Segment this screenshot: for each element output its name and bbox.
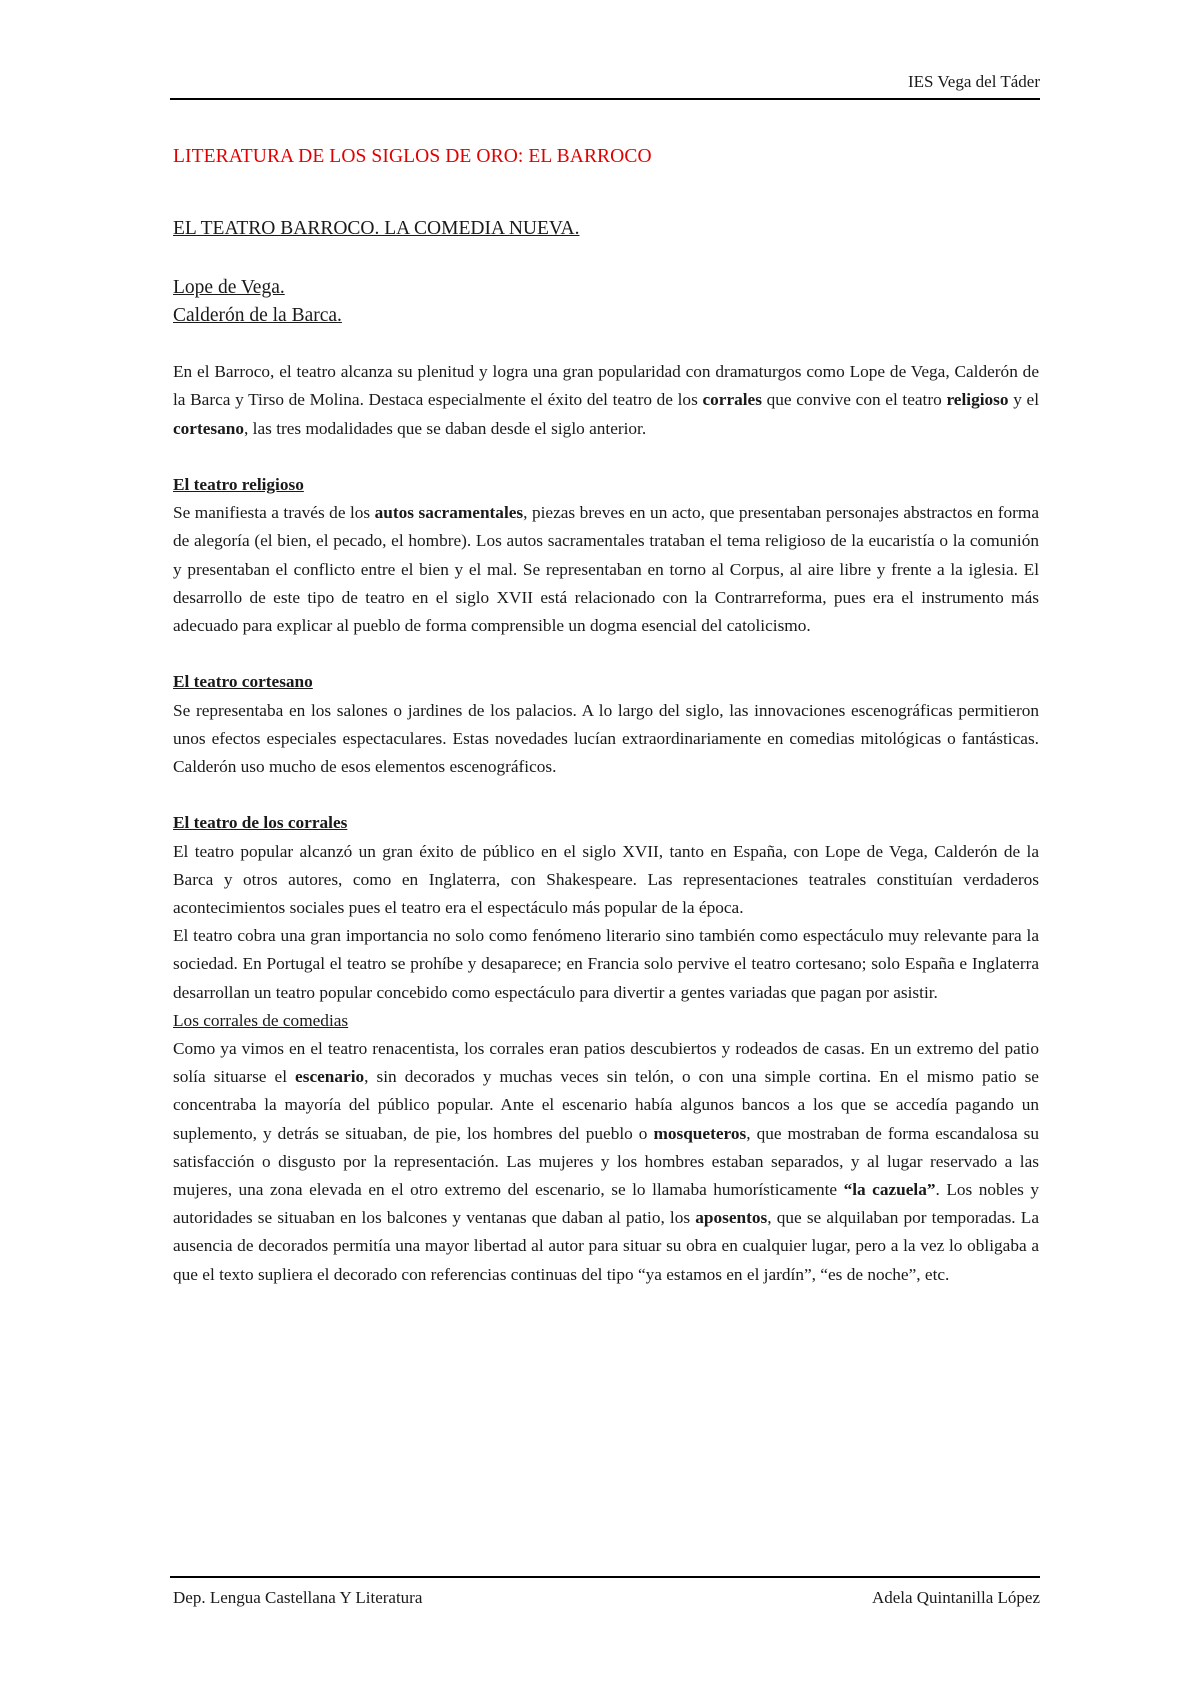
page-footer xyxy=(170,1576,1040,1618)
heading-religioso: El teatro religioso xyxy=(173,474,304,494)
author-calderon: Calderón de la Barca. xyxy=(173,305,342,326)
footer-author: Adela Quintanilla López xyxy=(871,1588,1040,1607)
authors-list xyxy=(173,274,1039,330)
bold-la-cazuela: “la cazuela” xyxy=(843,1180,936,1200)
religioso-paragraph: Se manifiesta a través de los autos sacramentales, piezas breves en un acto, que presentaban personajes abstractos en forma de alegoría (el bien, el pecado, el hombre). Los autos sacramentales trataban el tema religioso de la eucaristía o la comunión y presentaban el conflicto entre el bien y el mal. Se representaban en torno al Corpus, al aire libre y frente a la iglesia. El desarrollo de este tipo de teatro en el siglo XVII está relacionado con la Contrarreforma, pues era el instrumento más adecuado para explicar al pueblo de forma comprensible un dogma esencial del catolicismo. xyxy=(173,503,1040,635)
corrales-paragraph-3: Como ya vimos en el teatro renacentista, los corrales eran patios descubiertos y rodeados de casas. En un extremo del patio solía situarse el escenario, sin decorados y muchas veces sin telón, o con una simple cortina. En el mismo patio se concentraba la mayoría del público popular. Ante el escenario había algunos bancos a los que se accedía pagando un suplemento, y detrás se situaban, de pie, los hombres del pueblo o mosqueteros, que mostraban de forma escandalosa su satisfacción o disgusto por la representación. Las mujeres y los hombres estaban separados, y al lugar reservado a las mujeres, una zona elevada en el otro extremo del escenario, se lo llamaba humorísticamente “la cazuela”. Los nobles y autoridades se situaban en los balcones y ventanas que daban al patio, los aposentos, que se alquilaban por temporadas. La ausencia de decorados permitía una mayor libertad al autor para situar su obra en cualquier lugar, pero a la vez lo obligaba a que el texto supliera el decorado con referencias continuas del tipo “ya estamos en el jardín”, “es de noche”, etc. xyxy=(173,1039,1040,1284)
cortesano-paragraph: Se representaba en los salones o jardines de los palacios. A lo largo del siglo, las innovaciones escenográficas permitieron unos efectos especiales espectaculares. Estas novedades lucían extraordinariamente en comedias mitológicas o fantásticas. Calderón uso mucho de esos elementos escenográficos. xyxy=(173,700,1039,776)
school-name: IES Vega del Táder xyxy=(907,72,1040,91)
department-name: Dep. Lengua Castellana Y Literatura xyxy=(173,1588,423,1607)
bold-corrales: corrales xyxy=(702,390,762,410)
document-title: LITERATURA DE LOS SIGLOS DE ORO: EL BARROCO xyxy=(173,146,652,167)
page-header xyxy=(170,72,1040,100)
section-title: EL TEATRO BARROCO. LA COMEDIA NUEVA. xyxy=(173,218,580,239)
intro-paragraph: En el Barroco, el teatro alcanza su plenitud y logra una gran popularidad con dramaturgos como Lope de Vega, Calderón de la Barca y Tirso de Molina. Destaca especialmente el éxito del teatro de los corrales que convive con el teatro religioso y el cortesano, las tres modalidades que se daban desde el siglo anterior. xyxy=(173,362,1039,438)
bold-cortesano: cortesano xyxy=(173,418,245,438)
bold-mosqueteros: mosqueteros xyxy=(653,1123,747,1143)
heading-corrales-de-comedias: Los corrales de comedias xyxy=(173,1010,349,1030)
document-body xyxy=(173,140,1039,1289)
corrales-paragraph-2: El teatro cobra una gran importancia no solo como fenómeno literario sino también como espectáculo muy relevante para la sociedad. En Portugal el teatro se prohíbe y desaparece; en Francia solo pervive el teatro cortesano; solo España e Inglaterra desarrollan un teatro popular concebido como espectáculo para divertir a gentes variadas que pagan por asistir. xyxy=(173,926,1039,1002)
bold-religioso: religioso xyxy=(946,390,1009,410)
heading-cortesano: El teatro cortesano xyxy=(173,672,313,692)
bold-autos-sacramentales: autos sacramentales xyxy=(374,503,524,523)
corrales-paragraph-1: El teatro popular alcanzó un gran éxito de público en el siglo XVII, tanto en España, con Lope de Vega, Calderón de la Barca y otros autores, como en Inglaterra, con Shakespeare. Las representaciones teatrales constituían verdaderos acontecimientos sociales pues el teatro era el espectáculo más popular de la época. xyxy=(173,841,1039,917)
bold-aposentos: aposentos xyxy=(695,1208,768,1228)
bold-escenario: escenario xyxy=(295,1067,365,1087)
author-lope: Lope de Vega. xyxy=(173,277,285,298)
heading-corrales: El teatro de los corrales xyxy=(173,813,348,833)
